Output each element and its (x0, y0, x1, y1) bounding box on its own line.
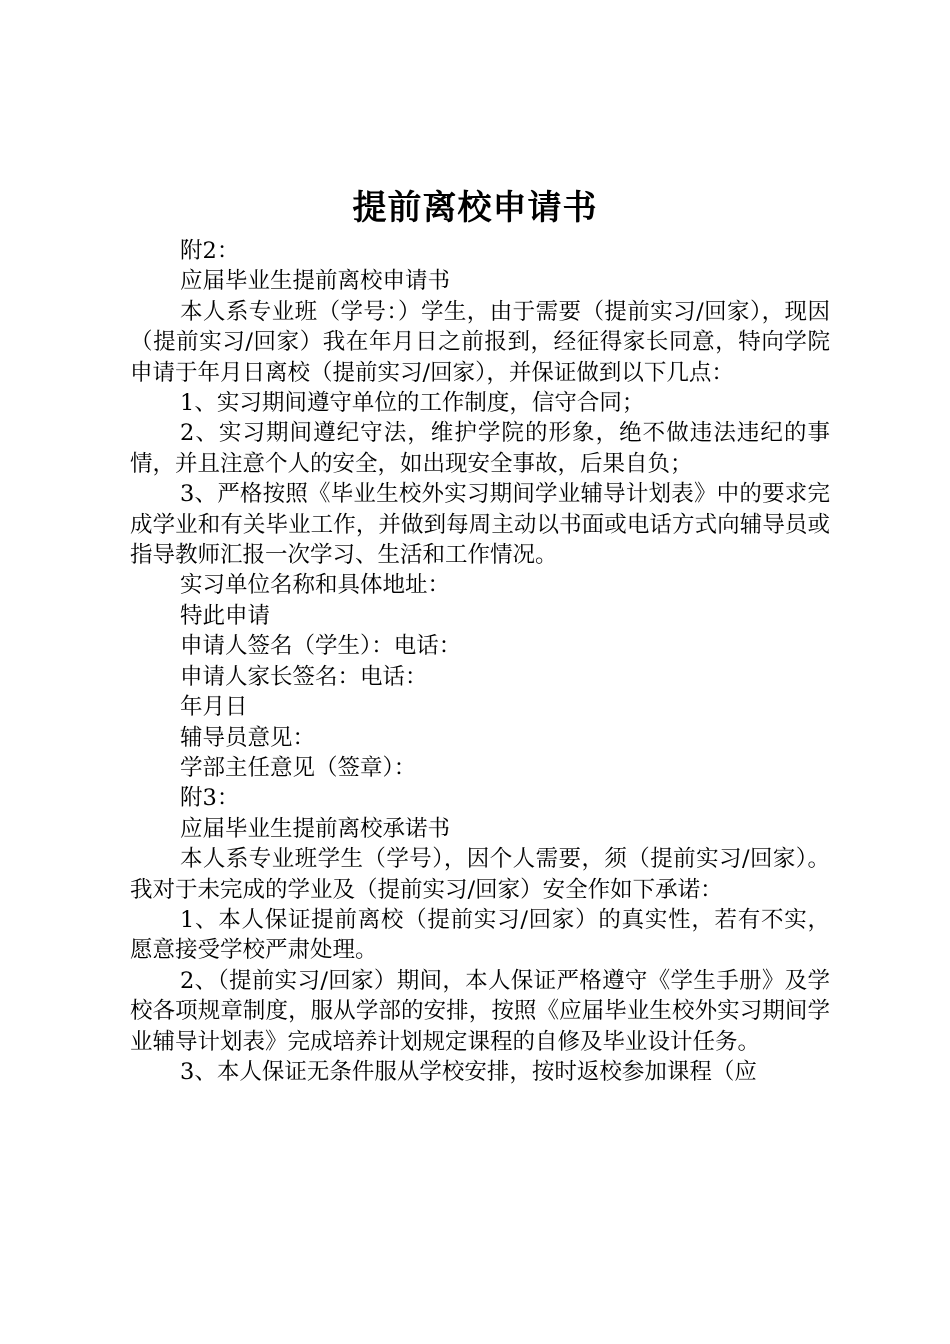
paragraph: 3、本人保证无条件服从学校安排，按时返校参加课程（应 (180, 1058, 757, 1085)
paragraph: 1、实习期间遵守单位的工作制度，信守合同； (180, 390, 645, 417)
paragraph: 应届毕业生提前离校申请书 (180, 268, 451, 295)
document-body (130, 236, 830, 1087)
paragraph: 本人系专业班（学号：）学生，由于需要（提前实习/回家），现因（提前实习/回家）我在年月日之前报到，经征得家长同意，特向学院申请于年月日离校（提前实习/回家），并保证做到以下几点： (130, 298, 830, 386)
paragraph: 2、实习期间遵纪守法，维护学院的形象，绝不做违法违纪的事情，并且注意个人的安全，如出现安全事故，后果自负； (130, 420, 830, 477)
paragraph: 学部主任意见（签章）： (180, 754, 417, 781)
paragraph: 2、（提前实习/回家）期间，本人保证严格遵守《学生手册》及学校各项规章制度，服从学部的安排，按照《应届毕业生校外实习期间学业辅导计划表》完成培养计划规定课程的自修及毕业设计任务。 (130, 967, 830, 1055)
paragraph: 年月日 (180, 694, 248, 721)
paragraph: 本人系专业班学生（学号），因个人需要，须（提前实习/回家）。我对于未完成的学业及（提前实习/回家）安全作如下承诺： (130, 846, 830, 903)
paragraph: 应届毕业生提前离校承诺书 (180, 815, 451, 842)
paragraph: 申请人家长签名：电话： (180, 663, 428, 690)
paragraph: 附3： (180, 785, 240, 812)
paragraph: 特此申请 (180, 602, 271, 629)
paragraph: 申请人签名（学生）：电话： (180, 633, 462, 660)
paragraph: 3、严格按照《毕业生校外实习期间学业辅导计划表》中的要求完成学业和有关毕业工作，并做到每周主动以书面或电话方式向辅导员或指导教师汇报一次学习、生活和工作情况。 (130, 481, 830, 569)
paragraph: 1、本人保证提前离校（提前实习/回家）的真实性，若有不实，愿意接受学校严肃处理。 (130, 906, 830, 964)
paragraph: 附2： (180, 238, 240, 264)
document-title: 提前离校申请书 (352, 188, 598, 228)
paragraph: 实习单位名称和具体地址： (180, 572, 451, 599)
paragraph: 辅导员意见： (180, 724, 316, 751)
